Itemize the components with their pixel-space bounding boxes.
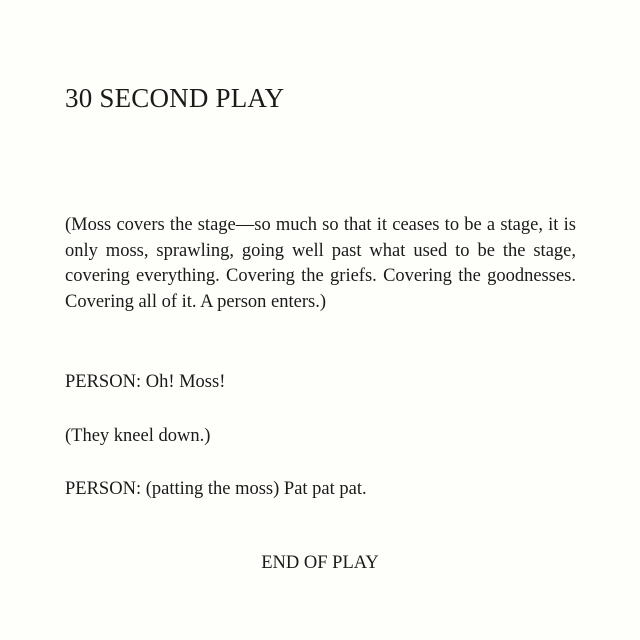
- play-title: 30 SECOND PLAY: [65, 83, 285, 113]
- dialogue-line: PERSON: Oh! Moss!: [65, 372, 226, 392]
- stage-direction-line: (They kneel down.): [65, 426, 211, 446]
- dialogue-line: PERSON: (patting the moss) Pat pat pat.: [65, 479, 367, 499]
- end-of-play: END OF PLAY: [261, 553, 379, 573]
- opening-stage-direction: (Moss covers the stage—so much so that it ceases to be a stage, it is only moss, sprawling, going well past what used to be the stage, covering everything. Covering the griefs. Covering the goodnesses. Covering all of it. A person enters.): [65, 215, 576, 312]
